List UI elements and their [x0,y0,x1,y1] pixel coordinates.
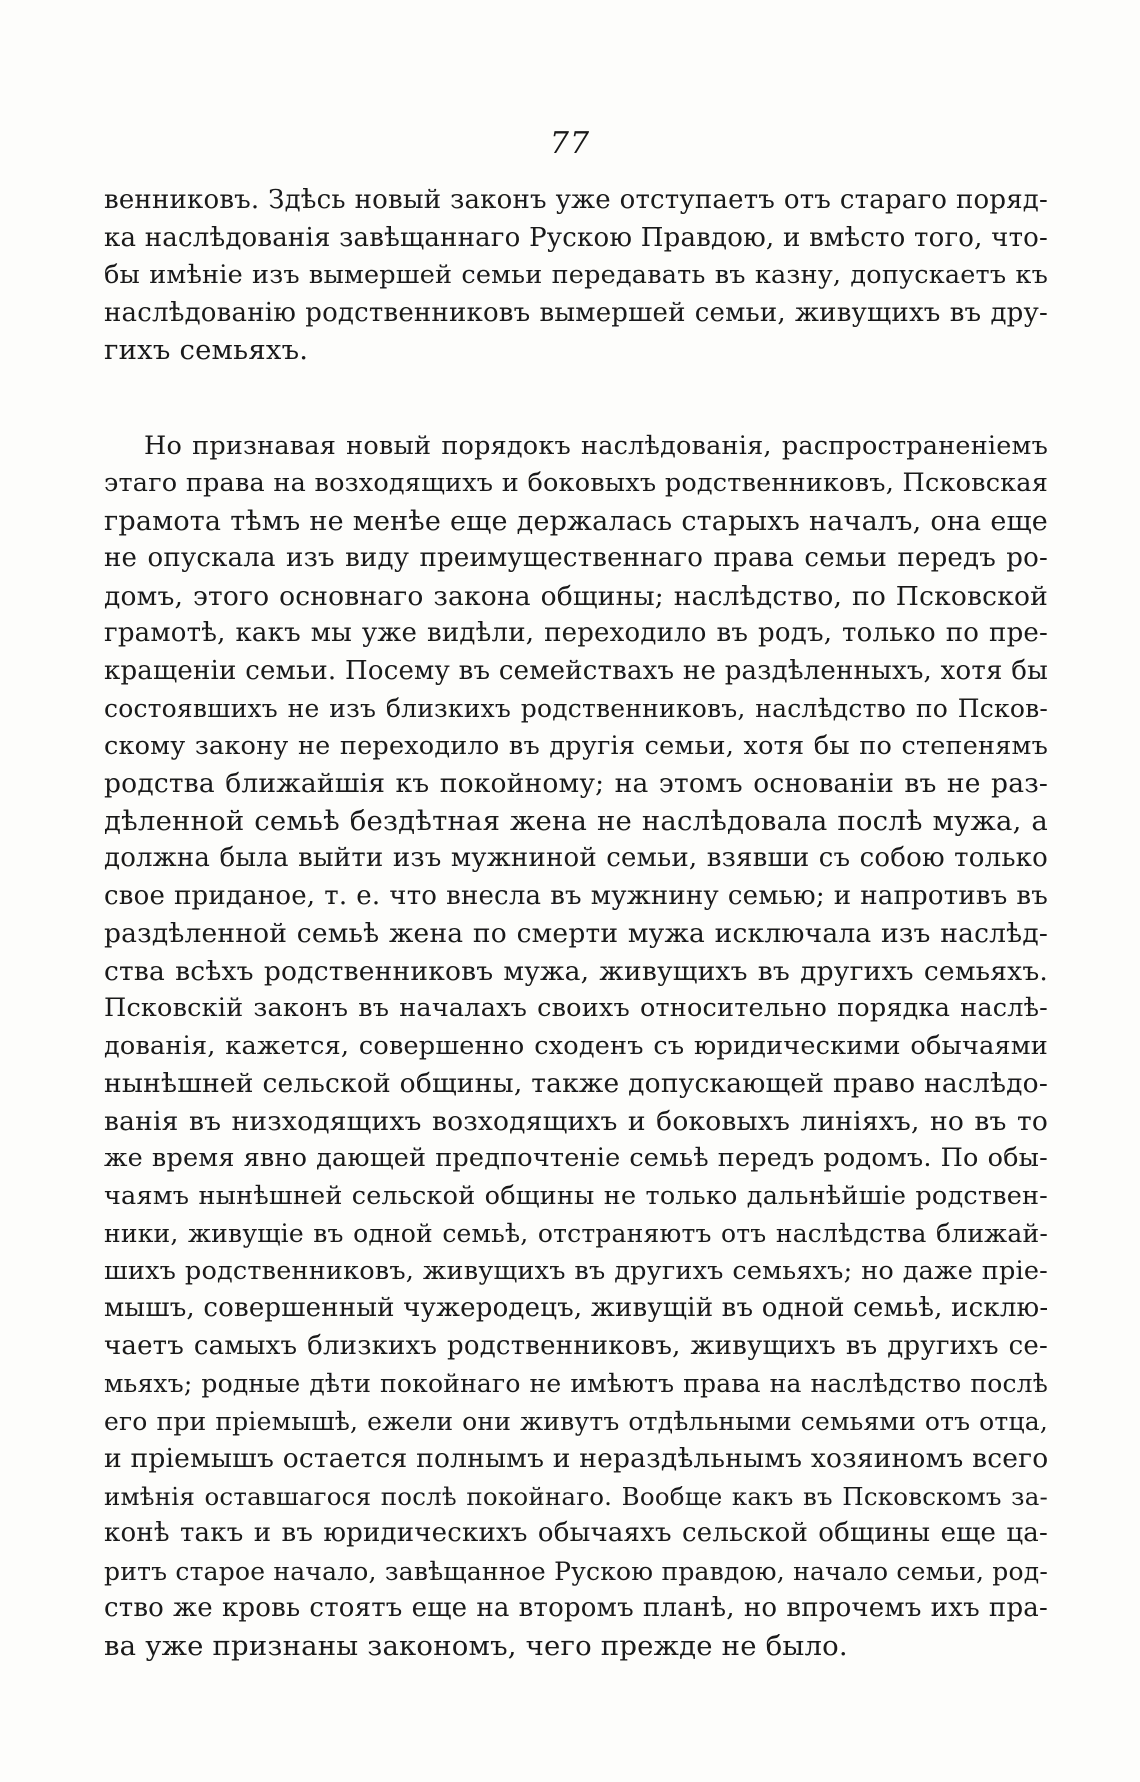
text-line: ритъ старое начало, завѣщанное Рускою правдою, начало семьи, род- [104,1556,1048,1586]
text-line: ванія въ низходящихъ возходящихъ и боковыхъ линіяхъ, но въ то [104,1105,1048,1137]
paragraph-2 [104,428,1048,1666]
paragraph-1 [104,182,1048,370]
text-line: чаетъ самыхъ близкихъ родственниковъ, живущихъ въ другихъ се- [104,1330,1048,1361]
text-line: имѣнія оставшагося послѣ покойнаго. Вообще какъ въ Псковскомъ за- [104,1481,1048,1511]
text-line: грамотѣ, какъ мы уже видѣли, переходило въ родъ, только по пре- [104,618,1048,648]
text-line: скому закону не переходило въ другія семьи, хотя бы по степенямъ [104,730,1048,761]
text-line: мьяхъ; родные дѣти покойнаго не имѣютъ права на наслѣдство послѣ [104,1369,1048,1398]
text-line: дованія, кажется, совершенно сходенъ съ юридическими обычаями [104,1030,1048,1061]
text-line: его при пріемышѣ, ежели они живутъ отдѣльными семьями отъ отца, [104,1406,1048,1436]
page-number: 77 [549,126,591,161]
text-line: чаямъ нынѣшней сельской общины не только дальнѣйшіе родствен- [104,1180,1048,1211]
text-line: дѣленной семьѣ бездѣтная жена не наслѣдовала послѣ мужа, а [104,804,1048,837]
text-line: состоявшихъ не изъ близкихъ родственниковъ, наслѣдство по Псков- [104,694,1048,723]
text-line: ники, живущіе въ одной семьѣ, отстраняютъ отъ наслѣдства ближай- [104,1219,1048,1248]
text-line: свое приданое, т. е. что внесла въ мужнину семью; и напротивъ въ [104,880,1048,911]
text-line: должна была выйти изъ мужниной семьи, взявши съ собою только [104,843,1048,873]
text-line: кращеніи семьи. Посему въ семействахъ не раздѣленныхъ, хотя бы [104,655,1048,686]
text-line: грамота тѣмъ не менѣе еще держалась старыхъ началъ, она еще [104,505,1048,537]
text-line: наслѣдованію родственниковъ вымершей семьи, живущихъ въ дру- [104,297,1048,328]
text-line: венниковъ. Здѣсь новый законъ уже отступаетъ отъ стараго поряд- [104,185,1048,215]
text-line: домъ, этого основнаго закона общины; наслѣдство, по Псковской [104,580,1048,612]
text-line: ка наслѣдованія завѣщаннаго Рускою Правдою, и вмѣсто того, что- [104,222,1048,253]
text-line: нынѣшней сельской общины, также допускающей право наслѣдо- [104,1068,1048,1099]
text-line: не опускала изъ виду преимущественнаго права семьи передъ ро- [104,543,1048,573]
paragraph-spacer [104,370,1048,428]
text-line: Псковскій законъ въ началахъ своихъ относительно порядка наслѣ- [104,993,1048,1023]
text-line: конѣ такъ и въ юридическихъ обычаяхъ сельской общины еще ца- [104,1518,1048,1548]
text-line: же время явно дающей предпочтеніе семьѣ передъ родомъ. По обы- [104,1143,1048,1173]
text-line: раздѣленной семьѣ жена по смерти мужа исключала изъ наслѣд- [104,918,1048,949]
text-line: мышъ, совершенный чужеродецъ, живущій въ одной семьѣ, исклю- [104,1293,1049,1323]
text-line: и пріемышъ остается полнымъ и нераздѣльнымъ хозяиномъ всего [104,1443,1049,1474]
text-line: ства всѣхъ родственниковъ мужа, живущихъ въ другихъ семьяхъ. [104,955,1048,987]
body-text [104,182,1048,1665]
text-line: ва уже признаны закономъ, чего прежде не было. [104,1629,848,1662]
text-line: этаго права на возходящихъ и боковыхъ родственниковъ, Псковская [104,468,1048,498]
text-line: гихъ семьяхъ. [104,334,309,366]
text-line: шихъ родственниковъ, живущихъ въ другихъ семьяхъ; но даже прiе- [104,1255,1048,1286]
text-line: родства ближайшія къ покойному; на этомъ основаніи въ не раз- [104,768,1048,799]
text-line: ство же кровь стоятъ еще на второмъ планѣ, но впрочемъ ихъ пра- [104,1593,1048,1623]
text-line: Но признавая новый порядокъ наслѣдованія, распространеніемъ [144,430,1048,461]
text-line: бы имѣніе изъ вымершей семьи передавать въ казну, допускаетъ къ [104,260,1048,290]
